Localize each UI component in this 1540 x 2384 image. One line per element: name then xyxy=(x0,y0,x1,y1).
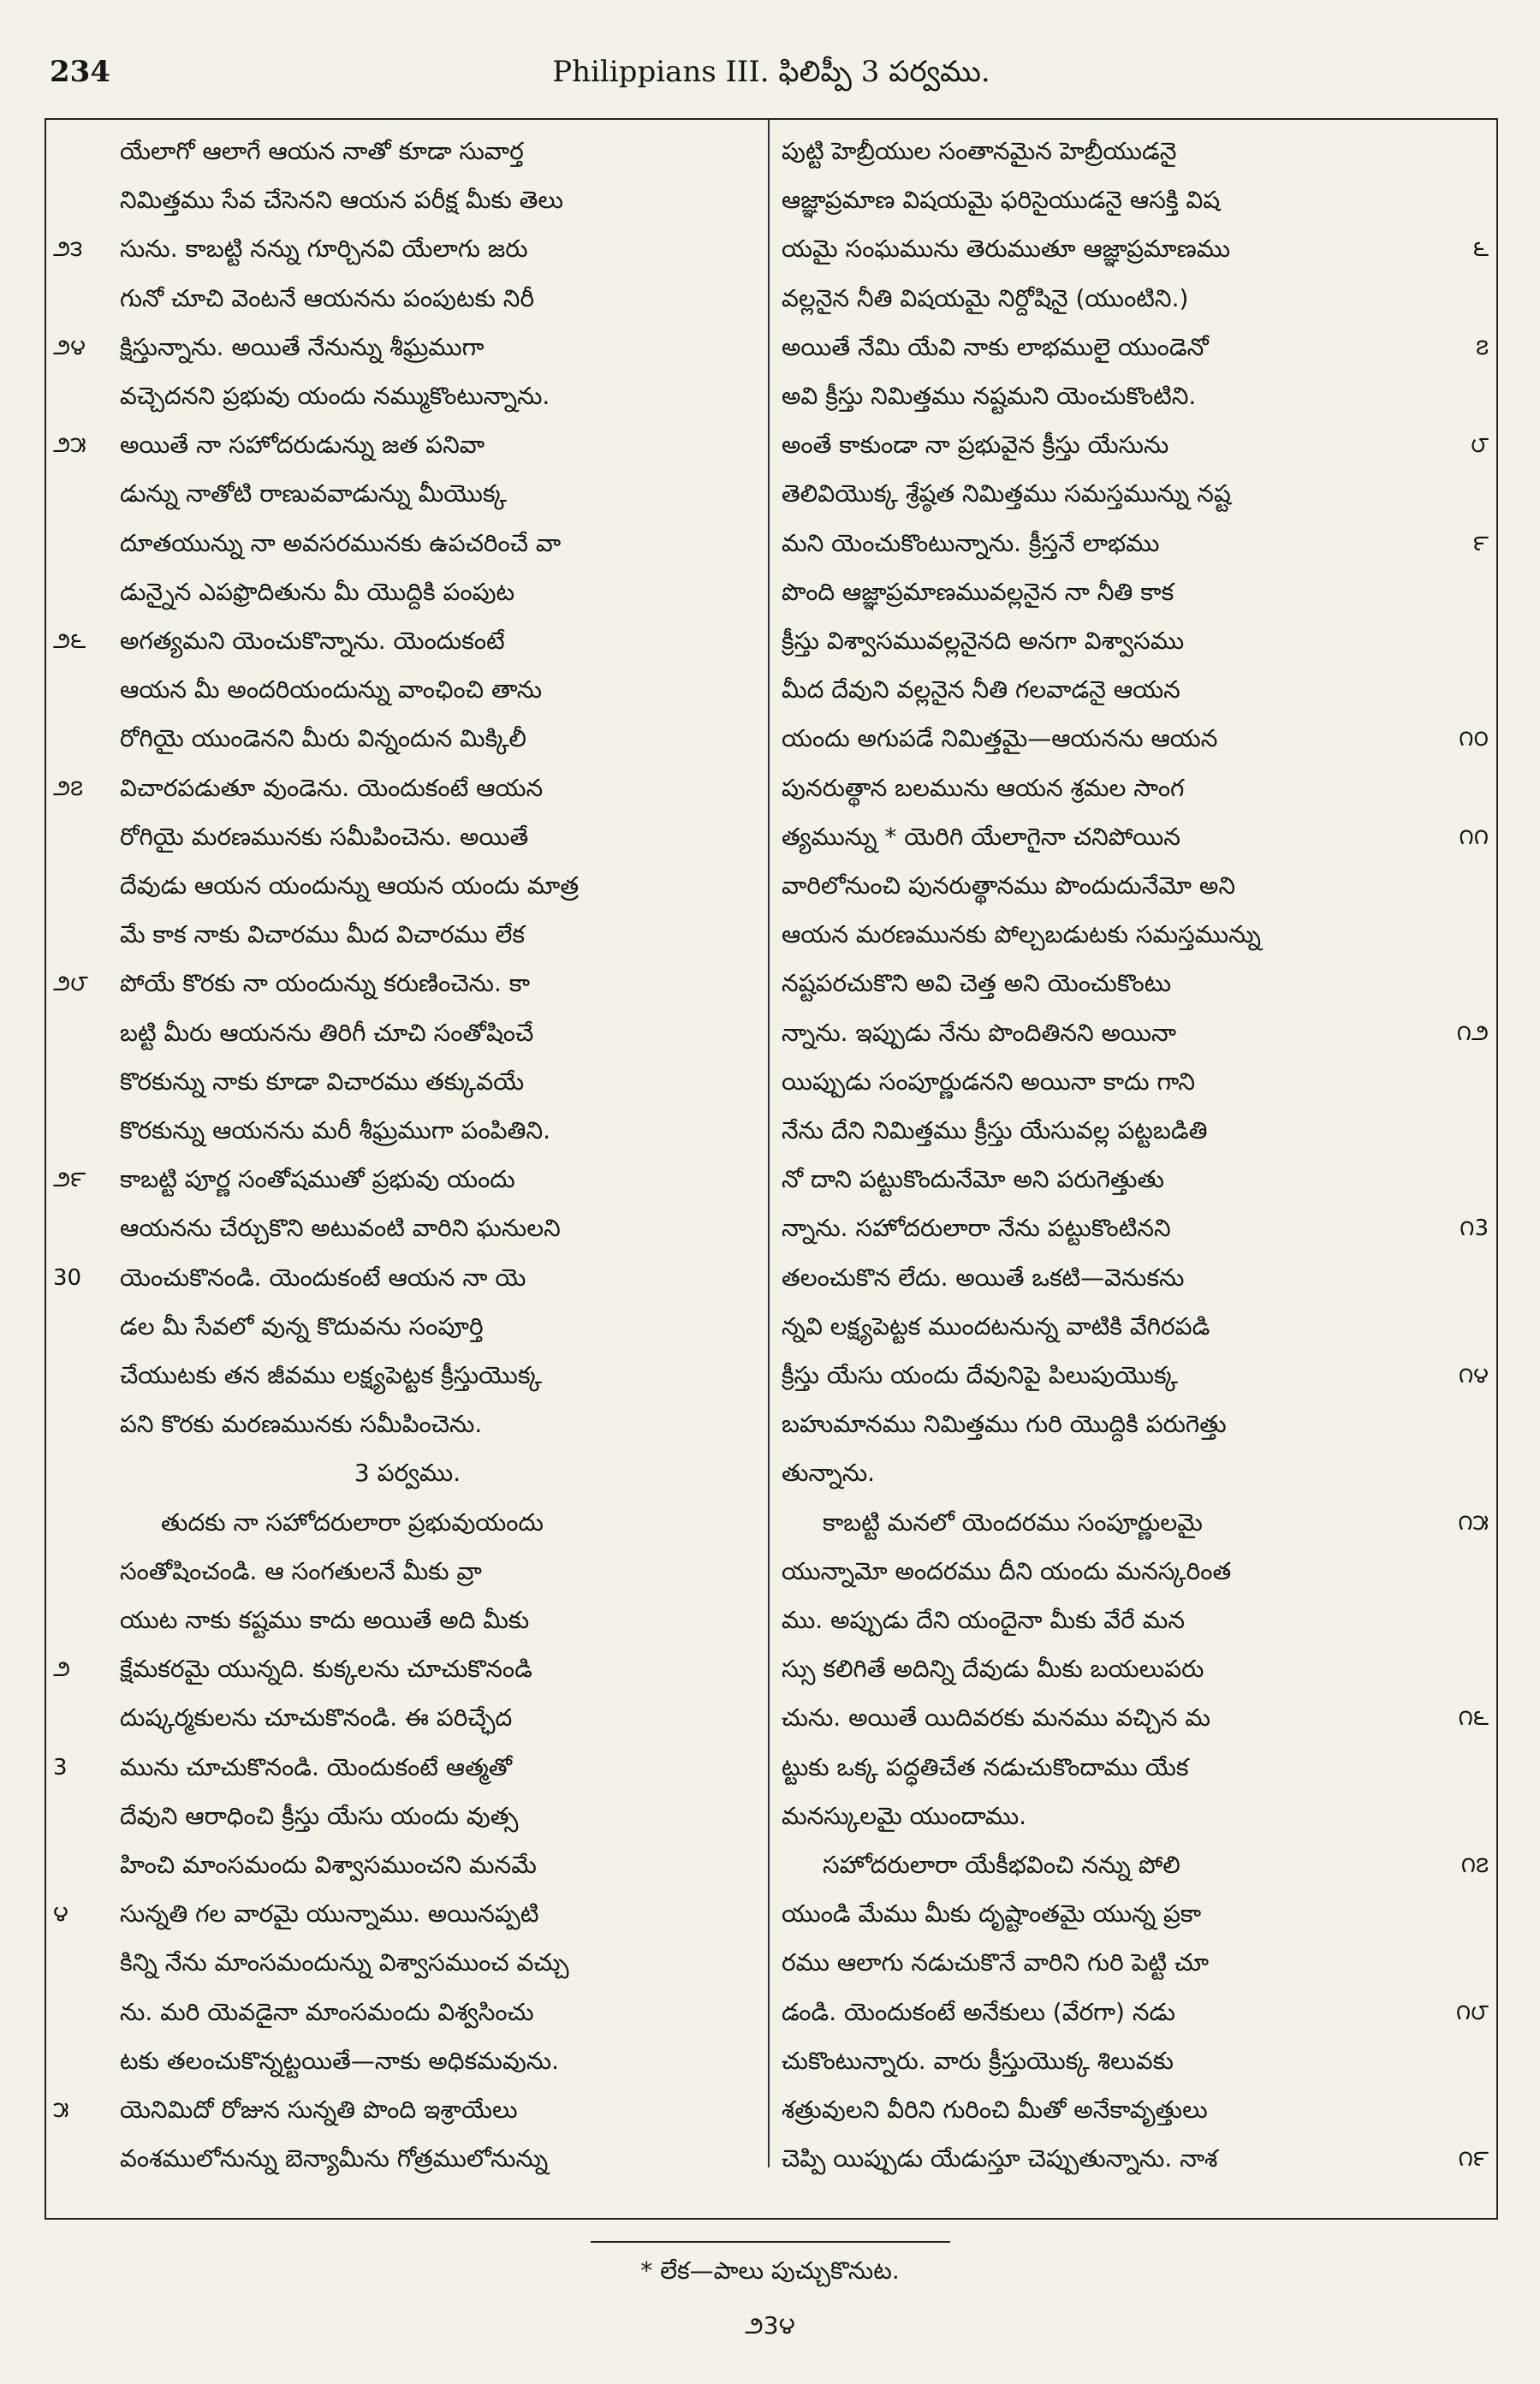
bottom-page-number: ౨3౪ xyxy=(745,2311,795,2339)
text-line xyxy=(775,373,1492,419)
text-line xyxy=(53,1793,762,1840)
line-text: మే కాక నాకు విచారము మీద విచారము లేక xyxy=(120,920,525,949)
text-line xyxy=(53,471,762,517)
text-line xyxy=(53,520,762,567)
text-line xyxy=(53,618,762,664)
line-text: హించి మాంసమందు విశ్వాసముంచని మనమే xyxy=(120,1851,537,1879)
text-line xyxy=(53,765,762,812)
text-line xyxy=(53,1989,762,2036)
text-line xyxy=(775,1745,1492,1791)
line-text: నో దాని పట్టుకొందునేమో అని పరుగెత్తుతు xyxy=(782,1165,1164,1194)
line-text: యిప్పుడు సంపూర్ణుడనని అయినా కాదు గాని xyxy=(782,1067,1196,1096)
text-line xyxy=(53,1940,762,1986)
text-line xyxy=(775,1450,1492,1496)
line-text: న్నాను. సహోదరులారా నేను పట్టుకొంటినని xyxy=(782,1214,1171,1243)
text-line xyxy=(53,422,762,468)
line-text: దుష్కర్మకులను చూచుకొనండి. ఈ పరిచ్ఛేద xyxy=(120,1703,513,1733)
line-text: అయితే నేమి యేవి నాకు లాభములై యుండెనో xyxy=(782,332,1209,361)
line-text: అయితే నా సహోదరుడున్ను జత పనివా xyxy=(120,431,485,460)
line-text: టకు తలంచుకొన్నట్టయితే—నాకు అధికమవును. xyxy=(120,2046,560,2075)
text-line xyxy=(775,1646,1492,1692)
line-text: వల్లనైన నీతి విషయమై నిర్దోషినై (యుంటిని.) xyxy=(782,283,1189,312)
text-line xyxy=(775,1108,1492,1154)
text-line xyxy=(775,128,1492,175)
line-text: డండి. యెందుకంటే అనేకులు (వేరగా) నడు xyxy=(782,1997,1175,2026)
text-line xyxy=(53,128,762,175)
line-text: తలంచుకొన లేదు. అయితే ఒకటి—వెనుకను xyxy=(782,1263,1185,1292)
verse-number: ౬ xyxy=(1472,236,1489,263)
verse-number: ౫ xyxy=(53,2097,69,2123)
text-line xyxy=(775,863,1492,909)
line-text: పొంది ఆజ్ఞాప్రమాణమువల్లనైన నా నీతి కాక xyxy=(782,577,1174,606)
text-line xyxy=(775,422,1492,468)
line-text: అగత్యమని యెంచుకొన్నాను. యెందుకంటే xyxy=(120,627,505,655)
line-text: క్రీస్తు విశ్వాసమువల్లనైనది అనగా విశ్వాసము xyxy=(782,627,1185,655)
line-text: పుట్టి హెబ్రీయుల సంతానమైన హెబ్రీయుడనై xyxy=(782,137,1177,165)
text-line xyxy=(775,667,1492,713)
line-text: ఆజ్ఞాప్రమాణ విషయమై ఫరిసైయుడనై ఆసక్తి విష xyxy=(782,186,1221,215)
text-line xyxy=(53,569,762,615)
text-line xyxy=(53,1745,762,1791)
text-line xyxy=(53,1156,762,1203)
text-line xyxy=(775,1304,1492,1350)
page-header xyxy=(45,48,1498,108)
text-line xyxy=(53,1255,762,1301)
verse-number: ౨౯ xyxy=(53,1167,86,1193)
line-text: తున్నాను. xyxy=(782,1459,876,1488)
text-line xyxy=(775,2136,1492,2182)
text-line xyxy=(775,1059,1492,1105)
text-line xyxy=(775,1205,1492,1251)
line-text: నేను దేని నిమిత్తము క్రీస్తు యేసువల్ల పట్టబడితి xyxy=(782,1116,1208,1144)
verse-number: ౯ xyxy=(1472,530,1489,556)
line-text: రోగియై యుండెనని మీరు విన్నందున మిక్కిలీ xyxy=(120,724,526,753)
line-text: ము. అప్పుడు దేని యందైనా మీకు వేరే మన xyxy=(782,1606,1185,1634)
text-line xyxy=(775,912,1492,958)
verse-number: 3 xyxy=(53,1754,68,1781)
verse-number: ౨౩ xyxy=(53,236,83,263)
line-text: బహుమానము నిమిత్తము గురి యొద్దికి పరుగెత్తు xyxy=(782,1410,1227,1439)
verse-number: ౨౫ xyxy=(53,432,86,459)
verse-number: ౨౬ xyxy=(53,628,86,654)
text-line xyxy=(775,960,1492,1007)
text-line xyxy=(775,324,1492,371)
text-line xyxy=(775,569,1492,615)
line-text: ఆయనను చేర్చుకొని అటువంటి వారిని ఘనులని xyxy=(120,1214,561,1243)
text-line xyxy=(775,814,1492,860)
verse-number: ౪ xyxy=(53,1901,68,1928)
text-line xyxy=(53,863,762,909)
line-text: పునరుత్థాన బలమును ఆయన శ్రమల సాంగ xyxy=(782,773,1185,802)
text-line xyxy=(53,324,762,371)
line-text: ఆయన మరణమునకు పోల్చబడుటకు సమస్తమున్ను xyxy=(782,920,1261,949)
line-text: మీద దేవుని వల్లనైన నీతి గలవాడనై ఆయన xyxy=(782,675,1180,704)
line-text: గునో చూచి వెంటనే ఆయనను పంపుటకు నిరీ xyxy=(120,283,535,312)
verse-number: ౧౯ xyxy=(1458,2146,1489,2173)
text-line xyxy=(53,1205,762,1251)
verse-number: ౧3 xyxy=(1460,1216,1489,1242)
text-line xyxy=(53,1450,762,1496)
column-divider xyxy=(768,120,770,2167)
text-line xyxy=(775,618,1492,664)
text-line xyxy=(775,1255,1492,1301)
text-line xyxy=(53,1597,762,1644)
verse-number: ౨౭ xyxy=(53,775,83,801)
line-text: వచ్చెదనని ప్రభువు యందు నమ్ముకొంటున్నాను. xyxy=(120,382,550,410)
line-text: చేయుటకు తన జీవము లక్ష్యపెట్టక క్రీస్తుయొక్క xyxy=(120,1361,542,1389)
line-text: తెలివియొక్క శ్రేష్ఠత నిమిత్తము సమస్తమున్ను నష్ట xyxy=(782,479,1231,508)
running-title: Philippians III. ఫిలిప్పీ 3 పర్వము. xyxy=(552,55,990,89)
line-text: యెనిమిదో రోజున సున్నతి పొంది ఇశ్రాయేలు xyxy=(120,2096,518,2124)
line-text: క్రీస్తు యేసు యందు దేవునిపై పిలుపుయొక్క xyxy=(782,1361,1179,1389)
line-text: నష్టపరచుకొని అవి చెత్త అని యెంచుకొంటు xyxy=(782,969,1172,998)
line-text: చుకొంటున్నారు. వారు క్రీస్తుయొక్క శిలువకు xyxy=(782,2046,1174,2075)
text-line xyxy=(53,1401,762,1448)
verse-number: ౧౫ xyxy=(1458,1509,1489,1536)
text-line xyxy=(53,1646,762,1692)
line-text: యున్నామో అందరము దీని యందు మనస్కరింత xyxy=(782,1556,1232,1585)
line-text: మని యెంచుకొంటున్నాను. క్రీస్తనే లాభము xyxy=(782,528,1160,557)
verse-number: ౧౦ xyxy=(1459,726,1489,752)
line-text: డున్నైన ఎపఫ్రొదితును మీ యొద్దికి పంపుట xyxy=(120,577,515,606)
line-text: డల మీ సేవలో వున్న కొదువను సంపూర్తి xyxy=(120,1311,484,1341)
line-text: స్సు కలిగితే అదిన్ని దేవుడు మీకు బయలుపరు xyxy=(782,1655,1204,1684)
text-line xyxy=(53,276,762,322)
line-text: యుట నాకు కష్టము కాదు అయితే అది మీకు xyxy=(120,1606,530,1634)
line-text: సున్నతి గల వారమై యున్నాము. అయినప్పటి xyxy=(120,1899,539,1929)
text-line xyxy=(775,471,1492,517)
line-text: పని కొరకు మరణమునకు సమీపించెను. xyxy=(120,1410,483,1439)
text-line xyxy=(53,1842,762,1888)
text-line xyxy=(775,1010,1492,1056)
line-text: న్నాను. ఇప్పుడు నేను పొందితినని అయినా xyxy=(782,1018,1177,1047)
line-text: యుండి మేము మీకు దృష్టాంతమై యున్న ప్రకా xyxy=(782,1899,1202,1929)
text-line xyxy=(53,814,762,860)
text-line xyxy=(775,177,1492,223)
text-line xyxy=(53,373,762,419)
line-text: సంతోషించండి. ఆ సంగతులనే మీకు వ్రా xyxy=(120,1556,482,1585)
line-text: వారిలోనుంచి పునరుత్థానము పొందుదునేమో అని xyxy=(782,871,1235,900)
text-line xyxy=(775,2087,1492,2133)
text-line xyxy=(53,2136,762,2182)
line-text: డున్ను నాతోటి రాణువవాడున్ను మీయొక్క xyxy=(120,479,508,508)
text-line xyxy=(53,912,762,958)
text-line xyxy=(775,520,1492,567)
line-text: సహోదరులారా యేకీభవించి నన్ను పోలి xyxy=(823,1851,1180,1879)
line-text: రము ఆలాగు నడుచుకొనే వారిని గురి పెట్టి చూ xyxy=(782,1948,1210,1977)
text-line xyxy=(775,1842,1492,1888)
line-text: ను. మరి యెవడైనా మాంసమందు విశ్వసించు xyxy=(120,1997,534,2026)
text-line xyxy=(775,716,1492,762)
text-line xyxy=(53,1500,762,1546)
verse-number: ౭ xyxy=(1476,334,1489,360)
line-text: దేవుడు ఆయన యందున్ను ఆయన యందు మాత్ర xyxy=(120,871,580,900)
line-text: శత్రువులని వీరిని గురించి మీతో అనేకావృత్తులు xyxy=(782,2096,1208,2124)
text-line xyxy=(53,1891,762,1937)
line-text: పోయే కొరకు నా యందున్ను కరుణించెను. కా xyxy=(120,969,531,998)
line-text: చును. అయితే యిదివరకు మనము వచ్చిన మ xyxy=(782,1703,1210,1733)
text-line xyxy=(775,2038,1492,2084)
line-text: కొరకున్ను ఆయనను మరీ శీఘ్రముగా పంపితిని. xyxy=(120,1116,551,1144)
text-line xyxy=(53,716,762,762)
verse-number: ౧౬ xyxy=(1458,1705,1489,1732)
text-line xyxy=(775,1549,1492,1595)
text-line xyxy=(775,1353,1492,1399)
line-text: అవి క్రీస్తు నిమిత్తము నష్టమని యెంచుకొంటిని. xyxy=(782,382,1197,410)
verse-number: ౧౪ xyxy=(1458,1363,1489,1388)
line-text: ట్టుకు ఒక్క పద్ధతిచేత నడుచుకొందాము యేక xyxy=(782,1752,1189,1781)
line-text: అంతే కాకుండా నా ప్రభువైన క్రీస్తు యేసును xyxy=(782,431,1169,460)
line-text: యెంచుకొనండి. యెందుకంటే ఆయన నా యె xyxy=(120,1263,526,1292)
text-line xyxy=(53,1108,762,1154)
verse-number: ౨౮ xyxy=(53,971,88,997)
line-text: దూతయున్ను నా అవసరమునకు ఉపచరించే వా xyxy=(120,528,562,557)
text-line xyxy=(53,1010,762,1056)
text-line xyxy=(775,1940,1492,1986)
text-line xyxy=(53,2087,762,2133)
text-line xyxy=(775,765,1492,812)
page-number: 234 xyxy=(50,55,110,89)
line-text: క్షిస్తున్నాను. అయితే నేనున్ను శీఘ్రముగా xyxy=(120,332,485,361)
verse-number: ౨౪ xyxy=(53,334,86,360)
text-line xyxy=(53,667,762,713)
footnote: * లేక—పాలు పుచ్చుకొనుట. xyxy=(640,2256,900,2285)
text-line xyxy=(775,1989,1492,2036)
text-line xyxy=(53,177,762,223)
text-line xyxy=(775,1597,1492,1644)
text-line xyxy=(775,1500,1492,1546)
text-line xyxy=(53,1695,762,1741)
line-text: కిన్ని నేను మాంసమందున్ను విశ్వాసముంచ వచ్చు xyxy=(120,1948,569,1977)
line-text: కొరకున్ను నాకు కూడా విచారము తక్కువయే xyxy=(120,1067,525,1096)
text-line xyxy=(53,1059,762,1105)
line-text: త్యమున్ను * యెరిగి యేలాగైనా చనిపోయిన xyxy=(782,822,1180,851)
line-text: యేలాగో ఆలాగే ఆయన నాతో కూడా సువార్త xyxy=(120,137,524,165)
text-line xyxy=(53,1304,762,1350)
text-line xyxy=(53,226,762,272)
line-text: న్నవి లక్ష్యపెట్టక ముందటనున్న వాటికి వేగిరపడి xyxy=(782,1311,1210,1341)
line-text: బట్టి మీరు ఆయనను తిరిగీ చూచి సంతోషించే xyxy=(120,1018,534,1047)
line-text: రోగియై మరణమునకు సమీపించెను. అయితే xyxy=(120,822,529,851)
text-line xyxy=(775,1156,1492,1203)
line-text: తుదకు నా సహోదరులారా ప్రభువుయందు xyxy=(161,1507,544,1537)
line-text: మనస్కులమై యుందాము. xyxy=(782,1801,1027,1830)
text-line xyxy=(53,1549,762,1595)
line-text: మును చూచుకొనండి. యెందుకంటే ఆత్మతో xyxy=(120,1752,513,1781)
text-line xyxy=(775,1401,1492,1448)
verse-number: 30 xyxy=(53,1264,82,1291)
line-text: సును. కాబట్టి నన్ను గూర్చినవి యేలాగు జరు xyxy=(120,235,528,264)
verse-number: ౧౮ xyxy=(1455,1999,1489,2025)
text-line xyxy=(53,1353,762,1399)
text-line xyxy=(775,1891,1492,1937)
footnote-rule xyxy=(591,2241,950,2243)
text-line xyxy=(775,276,1492,322)
line-text: కాబట్టి పూర్ణ సంతోషముతో ప్రభువు యందు xyxy=(120,1165,515,1194)
verse-number: ౧౨ xyxy=(1456,1020,1489,1046)
line-text: వంశములోనున్ను బెన్యామీను గోత్రములోనున్ను xyxy=(120,2144,549,2173)
line-text: ఆయన మీ అందరియందున్ను వాంఛించి తాను xyxy=(120,675,543,704)
line-text: కాబట్టి మనలో యెందరము సంపూర్ణులమై xyxy=(823,1507,1203,1537)
line-text: విచారపడుతూ వుండెను. యెందుకంటే ఆయన xyxy=(120,773,544,802)
line-text: యమై సంఘమును తెరుముతూ ఆజ్ఞాప్రమాణము xyxy=(782,235,1231,264)
chapter-heading: 3 పర్వము. xyxy=(354,1459,461,1488)
line-text: యందు అగుపడే నిమిత్తమై—ఆయనను ఆయన xyxy=(782,724,1218,753)
line-text: చెప్పి యిప్పుడు యేడుస్తూ చెప్పుతున్నాను. నాశ xyxy=(782,2144,1218,2173)
line-text: క్షేమకరమై యున్నది. కుక్కలను చూచుకొనండి xyxy=(120,1655,532,1684)
verse-number: ౮ xyxy=(1471,432,1489,459)
verse-number: ౧౧ xyxy=(1459,823,1489,850)
text-line xyxy=(53,960,762,1007)
text-line xyxy=(53,2038,762,2084)
text-line xyxy=(775,226,1492,272)
text-line xyxy=(775,1793,1492,1840)
verse-number: ౧౭ xyxy=(1460,1852,1489,1878)
line-text: నిమిత్తము సేవ చేసెనని ఆయన పరీక్ష మీకు తెలు xyxy=(120,186,563,215)
verse-number: ౨ xyxy=(53,1656,71,1683)
text-line xyxy=(775,1695,1492,1741)
line-text: దేవుని ఆరాధించి క్రీస్తు యేసు యందు వుత్స xyxy=(120,1801,519,1830)
